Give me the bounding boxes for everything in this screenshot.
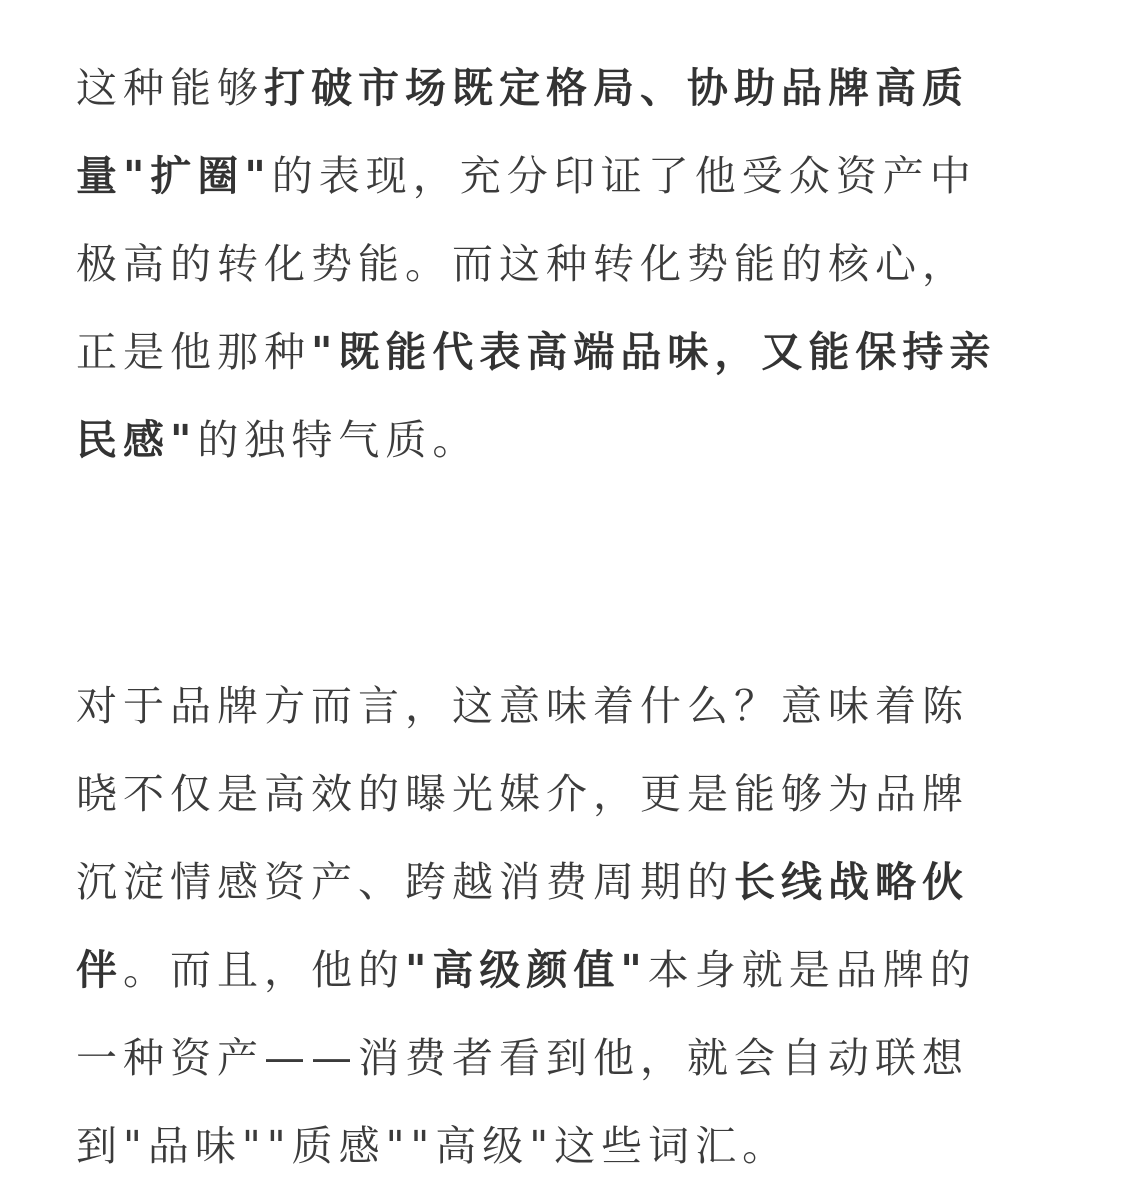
text-line — [76, 132, 1076, 220]
paragraph-2 — [76, 662, 1076, 1190]
bold-text-run: "高级颜值" — [405, 946, 648, 994]
text-run: 到"品味""质感""高级"这些词汇。 — [76, 1122, 790, 1170]
text-run: 的独特气质。 — [197, 416, 480, 464]
paragraph-1 — [76, 44, 1076, 484]
text-run: 晓不仅是高效的曝光媒介，更是能够为品牌 — [76, 770, 969, 818]
text-run: 极高的转化势能。而这种转化势能的核心， — [76, 240, 969, 288]
text-line — [76, 926, 1076, 1014]
bold-text-run: 伴 — [76, 946, 123, 994]
bold-text-run: 打破市场既定格局、协助品牌高质 — [264, 64, 969, 112]
text-line — [76, 396, 1076, 484]
text-line — [76, 838, 1076, 926]
text-run: 这种能够 — [76, 64, 264, 112]
article-body — [76, 44, 1076, 1190]
text-line — [76, 308, 1076, 396]
text-run: 。而且，他的 — [123, 946, 405, 994]
text-run: 一种资产——消费者看到他，就会自动联想 — [76, 1034, 969, 1082]
text-line — [76, 220, 1076, 308]
paragraph-spacer — [76, 484, 1076, 662]
bold-text-run: 长线战略伙 — [734, 858, 969, 906]
bold-text-run: 量"扩圈" — [76, 152, 272, 200]
bold-text-run: 民感" — [76, 416, 198, 464]
text-line — [76, 750, 1076, 838]
text-line — [76, 1014, 1076, 1102]
text-run: 的表现，充分印证了他受众资产中 — [271, 152, 977, 200]
text-line — [76, 662, 1076, 750]
text-line — [76, 1102, 1076, 1190]
text-run: 正是他那种 — [76, 328, 311, 376]
text-run: 对于品牌方而言，这意味着什么？意味着陈 — [76, 682, 969, 730]
text-line — [76, 44, 1076, 132]
text-run: 沉淀情感资产、跨越消费周期的 — [76, 858, 734, 906]
bold-text-run: "既能代表高端品味，又能保持亲 — [311, 328, 997, 376]
text-run: 本身就是品牌的 — [647, 946, 977, 994]
